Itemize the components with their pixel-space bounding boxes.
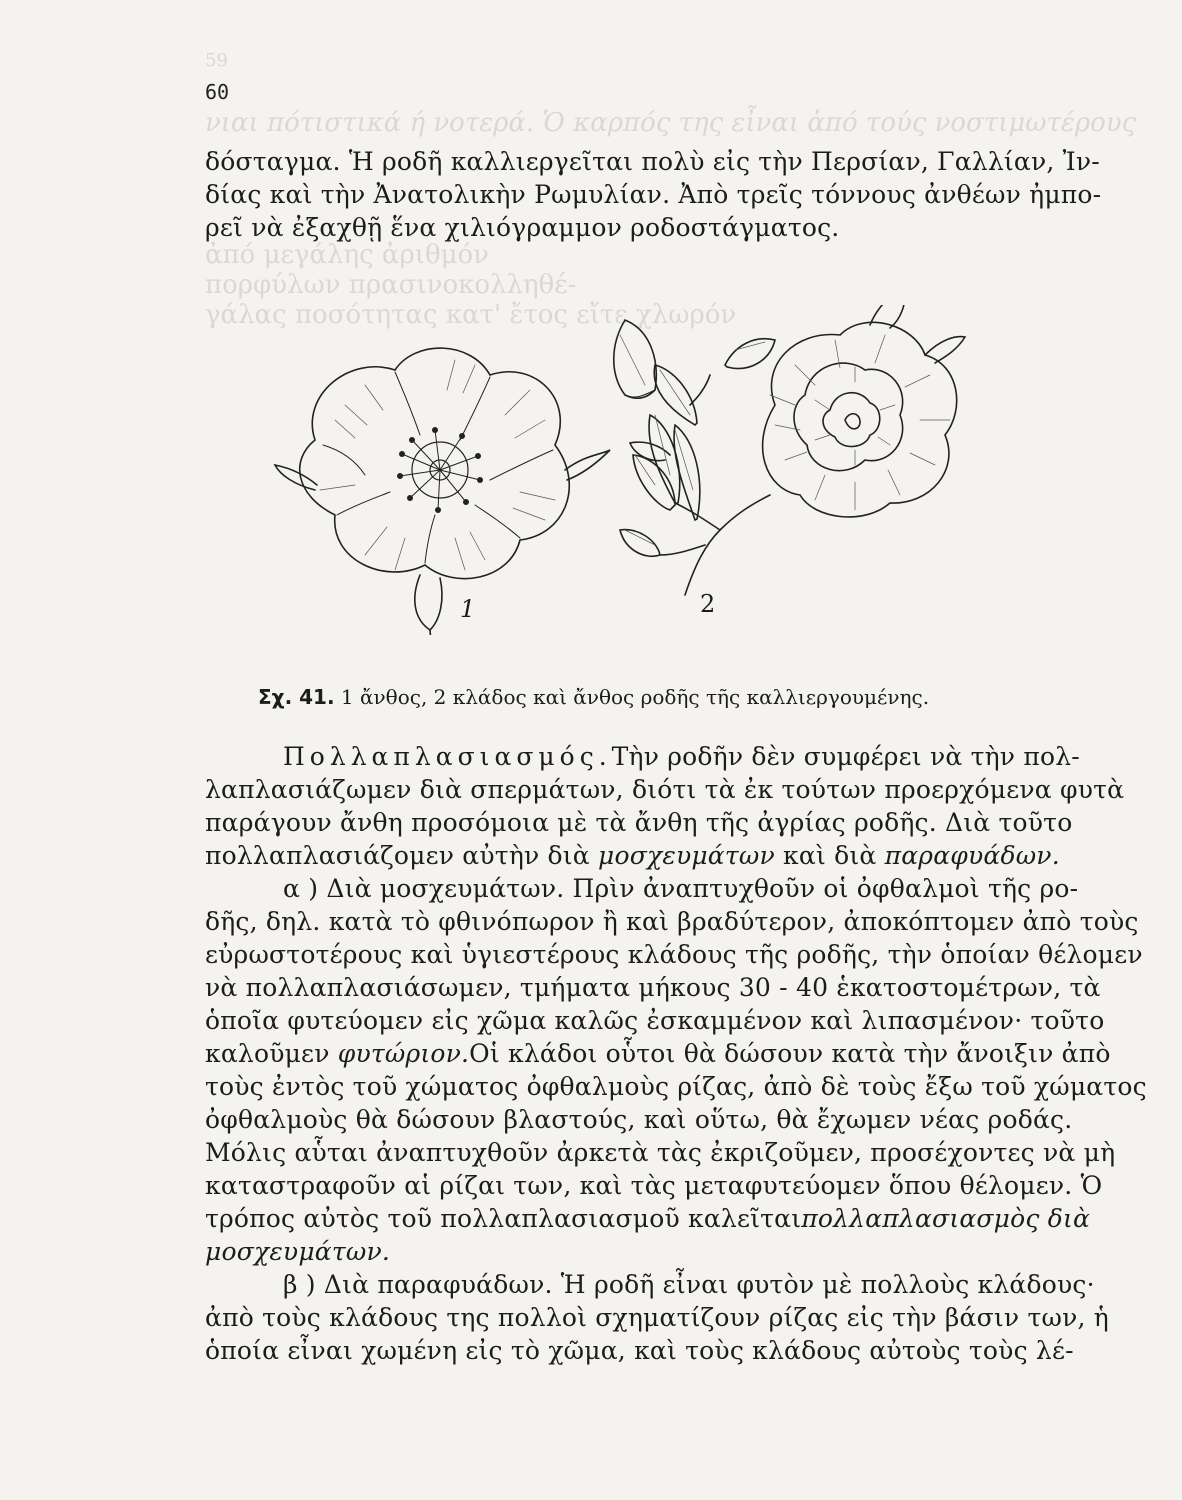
figure-label-2: 2: [700, 590, 716, 618]
text-line: τοὺς ἐντὸς τοῦ χώματος ὀφθαλμοὺς ρίζας, ἀπὸ δὲ τοὺς ἔξω τοῦ χώματος: [205, 1072, 1147, 1101]
page-number: 60: [205, 80, 230, 104]
text-fragment: καὶ διὰ: [774, 841, 885, 870]
bleed-line: πορφύλων πρασινοκολληθέ-: [205, 270, 577, 300]
text-line: β ) Διὰ παραφυάδων. Ἡ ροδῆ εἶναι φυτὸν μὲ πολλοὺς κλάδους·: [283, 1270, 1095, 1299]
text-line: καταστραφοῦν αἱ ρίζαι των, καὶ τὰς μεταφυτεύομεν ὅπου θέλομεν. Ὁ: [205, 1171, 1103, 1200]
text-line: δόσταγμα. Ἡ ροδῆ καλλιεργεῖται πολὺ εἰς τὴν Περσίαν, Γαλλίαν, Ἰν-: [205, 147, 1100, 176]
rose-figure: [265, 305, 1025, 635]
bleed-line: ἀπό μεγάλης ἀριθμόν: [205, 240, 489, 270]
bleed-line: νιαι πότιστικά ή νοτερά. Ὁ καρπός της εἶναι ἀπό τούς νοστιμωτέρους: [205, 108, 1137, 138]
text-line: ὀφθαλμοὺς θὰ δώσουν βλαστούς, καὶ οὕτω, θὰ ἔχωμεν νέας ροδάς.: [205, 1105, 1073, 1134]
bleed-line: γάλας ποσότητας κατ' ἔτος εἴτε χλωρόν: [205, 300, 737, 330]
text-line: δίας καὶ τὴν Ἀνατολικὴν Ρωμυλίαν. Ἀπὸ τρεῖς τόννους ἀνθέων ἠμπο-: [205, 180, 1102, 209]
text-line: ὁποῖα φυτεύομεν εἰς χῶμα καλῶς ἐσκαμμένον καὶ λιπασμένον· τοῦτο: [205, 1006, 1105, 1035]
italic-term: μοσχευμάτων: [598, 841, 775, 870]
section-heading: Πολλαπλασιασμός.: [283, 742, 612, 771]
text-fragment: πολλαπλασιάζομεν αὐτὴν διὰ: [205, 841, 599, 870]
garden-rose: [763, 305, 965, 517]
text-line: α ) Διὰ μοσχευμάτων. Πρὶν ἀναπτυχθοῦν οἱ ὀφθαλμοὶ τῆς ρο-: [283, 874, 1079, 903]
text-line: [205, 740, 1080, 773]
text-fragment: Οἱ κλάδοι οὗτοι θὰ δώσουν κατὰ τὴν ἄνοιξιν ἀπὸ: [469, 1039, 1111, 1068]
text-line: ἀπὸ τοὺς κλάδους της πολλοὶ σχηματίζουν ρίζας εἰς τὴν βάσιν των, ἡ: [205, 1303, 1109, 1332]
intro-paragraph: [205, 145, 1102, 244]
figure-caption-prefix: Σχ. 41.: [258, 685, 335, 709]
figure-caption-text: 1 ἄνθος, 2 κλάδος καὶ ἄνθος ροδῆς τῆς καλλιεργουμένης.: [340, 685, 930, 709]
text-line: [205, 839, 1060, 872]
text-line: ρεῖ νὰ ἐξαχθῇ ἕνα χιλιόγραμμον ροδοστάγματος.: [205, 213, 840, 242]
text-fragment: καλοῦμεν: [205, 1039, 338, 1068]
text-line: νὰ πολλαπλασιάσωμεν, τμήματα μήκους 30 - 40 ἑκατοστομέτρων, τὰ: [205, 973, 1101, 1002]
text-line: λαπλασιάζωμεν διὰ σπερμάτων, διότι τὰ ἐκ τούτων προερχόμενα φυτὰ: [205, 775, 1125, 804]
bleed-page-number: 59: [205, 50, 228, 71]
text-line: ὁποία εἶναι χωμένη εἰς τὸ χῶμα, καὶ τοὺς κλάδους αὐτοὺς τοὺς λέ-: [205, 1336, 1074, 1365]
figure-label-1: 1: [460, 595, 476, 623]
figure-caption: [258, 685, 929, 709]
body-text: [205, 740, 1147, 1367]
wild-rose-flower: [275, 348, 610, 635]
text-line: δῆς, δηλ. κατὰ τὸ φθινόπωρον ἢ καὶ βραδύτερον, ἀποκόπτομεν ἀπὸ τοὺς: [205, 907, 1139, 936]
rose-branch: [614, 305, 965, 595]
text-line: [205, 1202, 1091, 1235]
italic-term: πολλαπλασιασμὸς διὰ: [801, 1204, 1091, 1233]
italic-term: φυτώριον.: [337, 1039, 470, 1068]
text-line: εὐρωστοτέρους καὶ ὑγιεστέρους κλάδους τῆς ροδῆς, τὴν ὁποίαν θέλομεν: [205, 940, 1143, 969]
text-line: μοσχευμάτων.: [205, 1237, 391, 1266]
text-line: παράγουν ἄνθη προσόμοια μὲ τὰ ἄνθη τῆς ἀγρίας ροδῆς. Διὰ τοῦτο: [205, 808, 1073, 837]
text-line: Μόλις αὗται ἀναπτυχθοῦν ἀρκετὰ τὰς ἐκριζοῦμεν, προσέχοντες νὰ μὴ: [205, 1138, 1116, 1167]
rose-illustration: [265, 305, 1025, 635]
text-fragment: τρόπος αὐτὸς τοῦ πολλαπλασιασμοῦ καλεῖται: [205, 1204, 802, 1233]
text-line: [205, 1037, 1111, 1070]
text-fragment: Τὴν ροδῆν δὲν συμφέρει νὰ τὴν πολ-: [611, 742, 1080, 771]
italic-term: παραφυάδων.: [884, 841, 1060, 870]
